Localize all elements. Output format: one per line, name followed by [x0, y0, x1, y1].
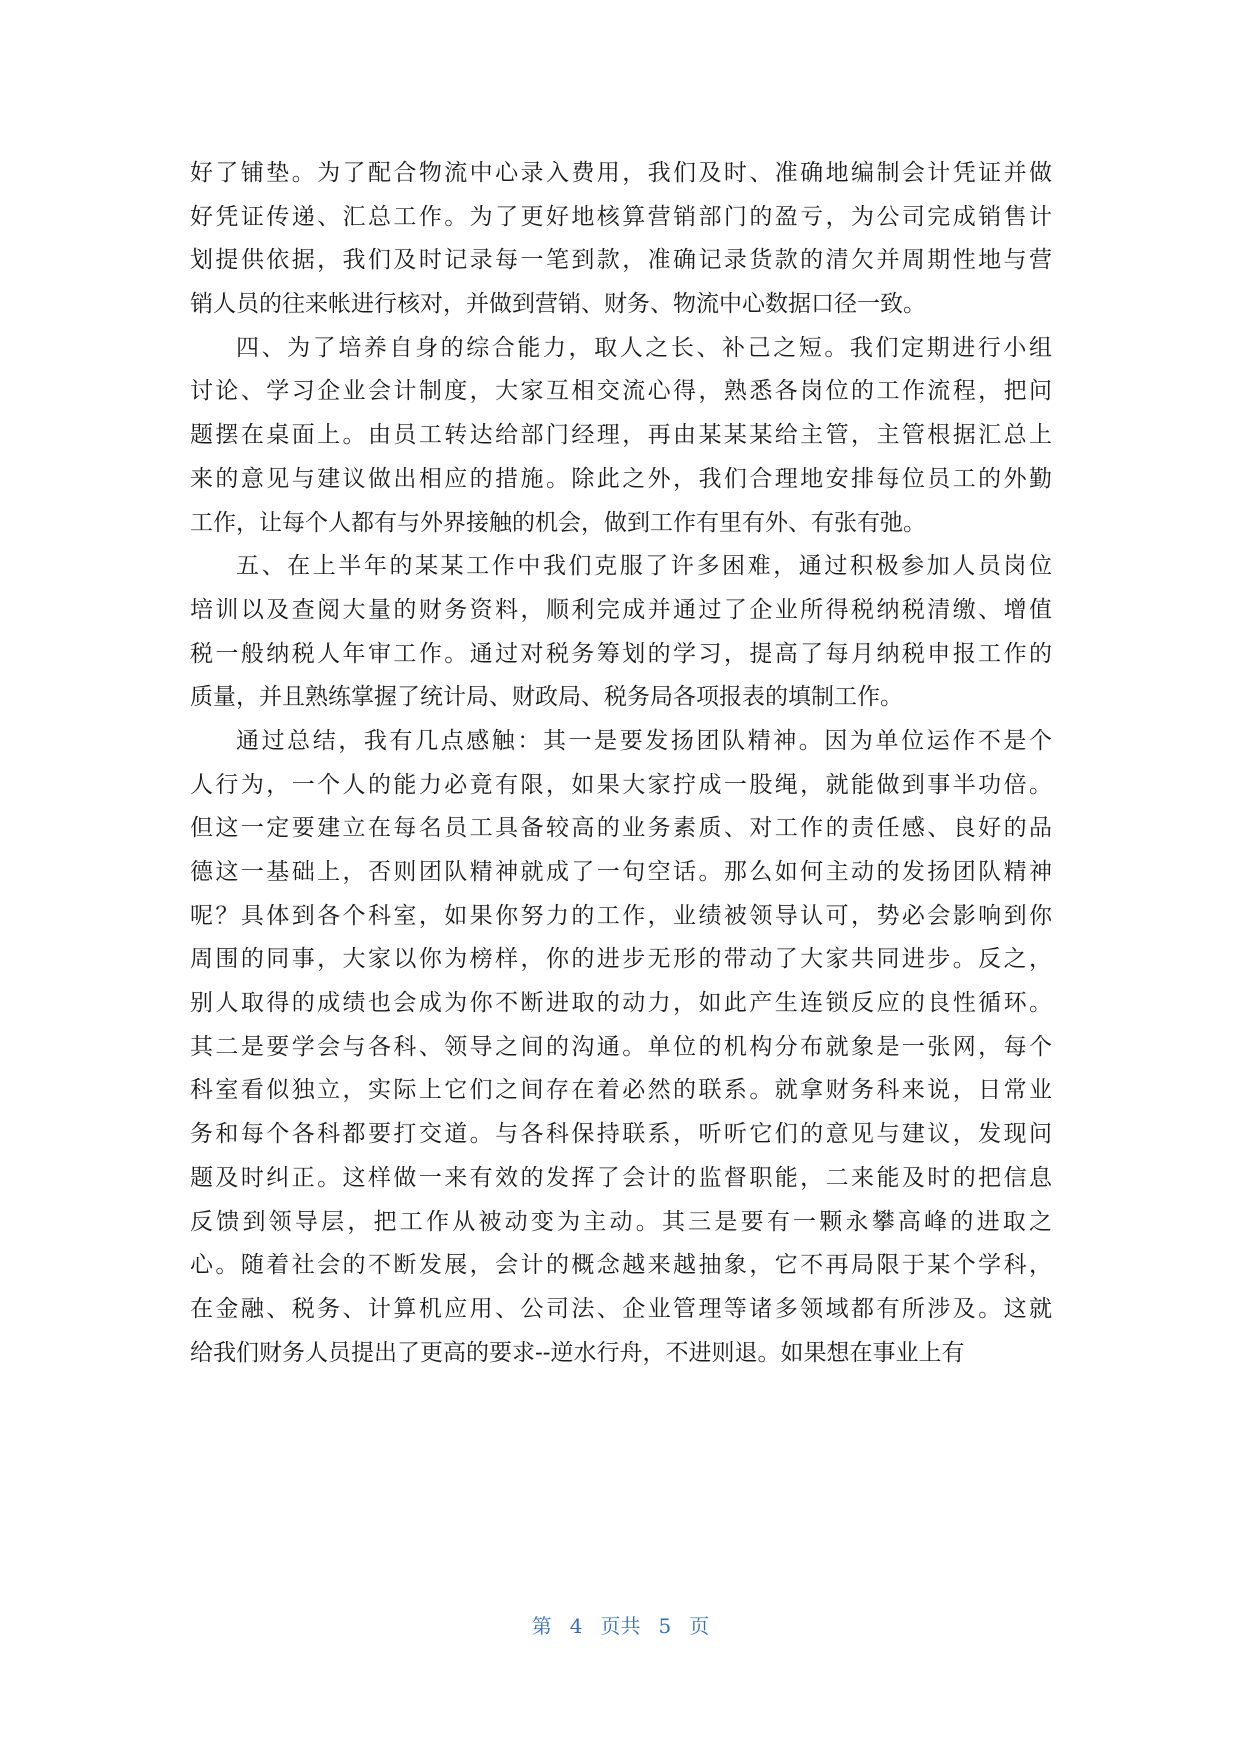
text-line: 题及时纠正。这样做一来有效的发挥了会计的监督职能，二来能及时的把信息	[190, 1164, 1052, 1191]
text-line: 质量，并且熟练掌握了统计局、财政局、税务局各项报表的填制工作。	[190, 684, 903, 711]
text-line: 呢？具体到各个科室，如果你努力的工作，业绩被领导认可，势必会影响到你	[190, 902, 1052, 929]
footer-middle: 页共	[600, 1614, 641, 1638]
footer-total-pages: 5	[658, 1614, 672, 1638]
page-footer	[0, 1610, 1241, 1639]
footer-page-number: 4	[569, 1614, 583, 1638]
paragraph	[190, 545, 1052, 720]
text-line: 给我们财务人员提出了更高的要求--逆水行舟，不进则退。如果想在事业上有	[190, 1339, 965, 1366]
paragraph	[190, 152, 1052, 327]
text-line: 题摆在桌面上。由员工转达给部门经理，再由某某某给主管，主管根据汇总上	[190, 422, 1052, 449]
text-line: 好凭证传递、汇总工作。为了更好地核算营销部门的盈亏，为公司完成销售计	[190, 203, 1052, 230]
footer-suffix: 页	[689, 1614, 710, 1638]
text-line: 周围的同事，大家以你为榜样，你的进步无形的带动了大家共同进步。反之，	[190, 946, 1052, 973]
text-line: 四、为了培养自身的综合能力，取人之长、补己之短。我们定期进行小组	[236, 334, 1052, 361]
text-line: 通过总结，我有几点感触：其一是要发扬团队精神。因为单位运作不是个	[236, 727, 1052, 754]
text-line: 反馈到领导层，把工作从被动变为主动。其三是要有一颗永攀高峰的进取之	[190, 1208, 1052, 1235]
document-body	[190, 152, 1052, 1375]
text-line: 科室看似独立，实际上它们之间存在着必然的联系。就拿财务科来说，日常业	[190, 1077, 1052, 1104]
text-line: 划提供依据，我们及时记录每一笔到款，准确记录货款的清欠并周期性地与营	[190, 247, 1052, 274]
text-line: 工作，让每个人都有与外界接触的机会，做到工作有里有外、有张有弛。	[190, 509, 926, 536]
text-line: 在金融、税务、计算机应用、公司法、企业管理等诸多领域都有所涉及。这就	[190, 1295, 1052, 1322]
footer-prefix: 第	[531, 1614, 552, 1638]
text-line: 务和每个各科都要打交道。与各科保持联系，听听它们的意见与建议，发现问	[190, 1121, 1052, 1148]
text-line: 其二是要学会与各科、领导之间的沟通。单位的机构分布就象是一张网，每个	[190, 1033, 1052, 1060]
text-line: 来的意见与建议做出相应的措施。除此之外，我们合理地安排每位员工的外勤	[190, 465, 1052, 492]
text-line: 销人员的往来帐进行核对，并做到营销、财务、物流中心数据口径一致。	[190, 291, 926, 318]
text-line: 讨论、学习企业会计制度，大家互相交流心得，熟悉各岗位的工作流程，把问	[190, 378, 1052, 405]
paragraph	[190, 327, 1052, 545]
text-line: 人行为，一个人的能力必竟有限，如果大家拧成一股绳，就能做到事半功倍。	[190, 771, 1052, 798]
text-line: 税一般纳税人年审工作。通过对税务筹划的学习，提高了每月纳税申报工作的	[190, 640, 1052, 667]
text-line: 德这一基础上，否则团队精神就成了一句空话。那么如何主动的发扬团队精神	[190, 859, 1052, 885]
text-line: 但这一定要建立在每名员工具备较高的业务素质、对工作的责任感、良好的品	[190, 815, 1052, 842]
text-line: 五、在上半年的某某工作中我们克服了许多困难，通过积极参加人员岗位	[236, 553, 1052, 580]
text-line: 别人取得的成绩也会成为你不断进取的动力，如此产生连锁反应的良性循环。	[190, 990, 1052, 1017]
text-line: 心。随着社会的不断发展，会计的概念越来越抽象，它不再局限于某个学科，	[190, 1252, 1052, 1279]
text-line: 好了铺垫。为了配合物流中心录入费用，我们及时、准确地编制会计凭证并做	[190, 160, 1052, 186]
text-line: 培训以及查阅大量的财务资料，顺利完成并通过了企业所得税纳税清缴、增值	[190, 596, 1052, 623]
paragraph	[190, 720, 1052, 1375]
